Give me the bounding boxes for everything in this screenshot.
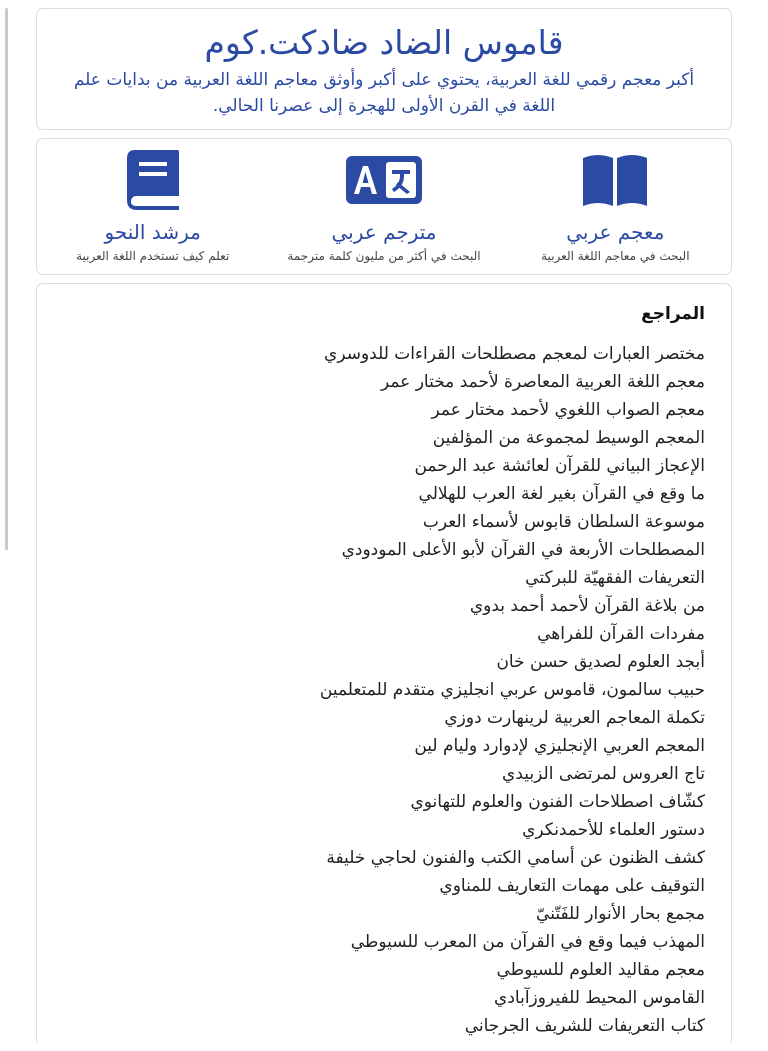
tool-title: مرشد النحو <box>104 220 201 244</box>
translate-icon <box>269 149 499 211</box>
header-card <box>36 8 732 130</box>
page-container <box>36 8 732 1051</box>
reference-item[interactable]: التعريفات الفقهيّة للبركتي <box>525 568 705 588</box>
tool-subtitle: البحث في معاجم اللغة العربية <box>541 249 690 263</box>
reference-item[interactable]: ما وقع في القرآن بغير لغة العرب للهلالي <box>418 484 705 504</box>
site-description: أكبر معجم رقمي للغة العربية، يحتوي على أكبر وأوثق معاجم اللغة العربية من بدايات علم اللغة في القرن الأولى للهجرة إلى عصرنا الحالي. <box>73 70 695 116</box>
reference-item[interactable]: المهذب فيما وقع في القرآن من المعرب للسيوطي <box>350 932 705 952</box>
tool-arabic-dictionary[interactable] <box>500 149 730 265</box>
reference-item[interactable]: مفردات القرآن للفراهي <box>537 624 705 644</box>
reference-item[interactable]: المصطلحات الأربعة في القرآن لأبو الأعلى المودودي <box>341 540 705 560</box>
reference-item[interactable]: الإعجاز البياني للقرآن لعائشة عبد الرحمن <box>414 456 705 476</box>
reference-item[interactable]: معجم اللغة العربية المعاصرة لأحمد مختار عمر <box>380 372 705 392</box>
book-icon <box>38 149 268 211</box>
reference-item[interactable]: التوقيف على مهمات التعاريف للمناوي <box>439 876 705 896</box>
tools-card <box>36 138 732 275</box>
scrollbar-thumb[interactable] <box>5 8 8 550</box>
reference-item[interactable]: مجمع بحار الأنوار للفَتّنيّ <box>536 904 705 924</box>
reference-item[interactable]: كتاب التعريفات للشريف الجرجاني <box>464 1016 705 1036</box>
reference-item[interactable]: معجم الصواب اللغوي لأحمد مختار عمر <box>431 400 705 420</box>
reference-item[interactable]: كشّاف اصطلاحات الفنون والعلوم للتهانوي <box>410 792 705 812</box>
reference-item[interactable]: أبجد العلوم لصديق حسن خان <box>496 652 705 672</box>
reference-item[interactable]: مختصر العبارات لمعجم مصطلحات القراءات للدوسري <box>324 344 705 364</box>
book-open-icon <box>500 149 730 211</box>
reference-item[interactable]: من بلاغة القرآن لأحمد أحمد بدوي <box>469 596 705 616</box>
reference-item[interactable]: المعجم الوسيط لمجموعة من المؤلفين <box>432 428 705 448</box>
reference-item[interactable]: تاج العروس لمرتضى الزبيدي <box>502 764 705 784</box>
reference-item[interactable]: كشف الظنون عن أسامي الكتب والفنون لحاجي خليفة <box>326 848 705 868</box>
reference-item[interactable]: دستور العلماء للأحمدنكري <box>522 820 705 840</box>
tool-subtitle: تعلم كيف تستخدم اللغة العربية <box>76 249 230 263</box>
reference-item[interactable]: المعجم العربي الإنجليزي لإدوارد وليام لين <box>414 736 705 756</box>
reference-item[interactable]: موسوعة السلطان قابوس لأسماء العرب <box>422 512 705 532</box>
tool-arabic-translator[interactable] <box>269 149 499 265</box>
tool-title: مترجم عربي <box>331 220 437 244</box>
tool-title: معجم عربي <box>566 220 665 244</box>
references-heading: المراجع <box>641 304 705 324</box>
references-card <box>36 283 732 1043</box>
references-list <box>63 340 705 1040</box>
tool-subtitle: البحث في أكثر من مليون كلمة مترجمة <box>287 249 481 263</box>
reference-item[interactable]: القاموس المحيط للفيروزآبادي <box>494 988 705 1008</box>
reference-item[interactable]: معجم مقاليد العلوم للسيوطي <box>496 960 705 980</box>
tool-grammar-guide[interactable] <box>38 149 268 265</box>
reference-item[interactable]: تكملة المعاجم العربية لرينهارت دوزي <box>444 708 705 728</box>
site-title[interactable]: قاموس الضاد ضادكت.كوم <box>204 23 564 62</box>
reference-item[interactable]: حبيب سالمون، قاموس عربي انجليزي متقدم للمتعلمين <box>319 680 705 700</box>
